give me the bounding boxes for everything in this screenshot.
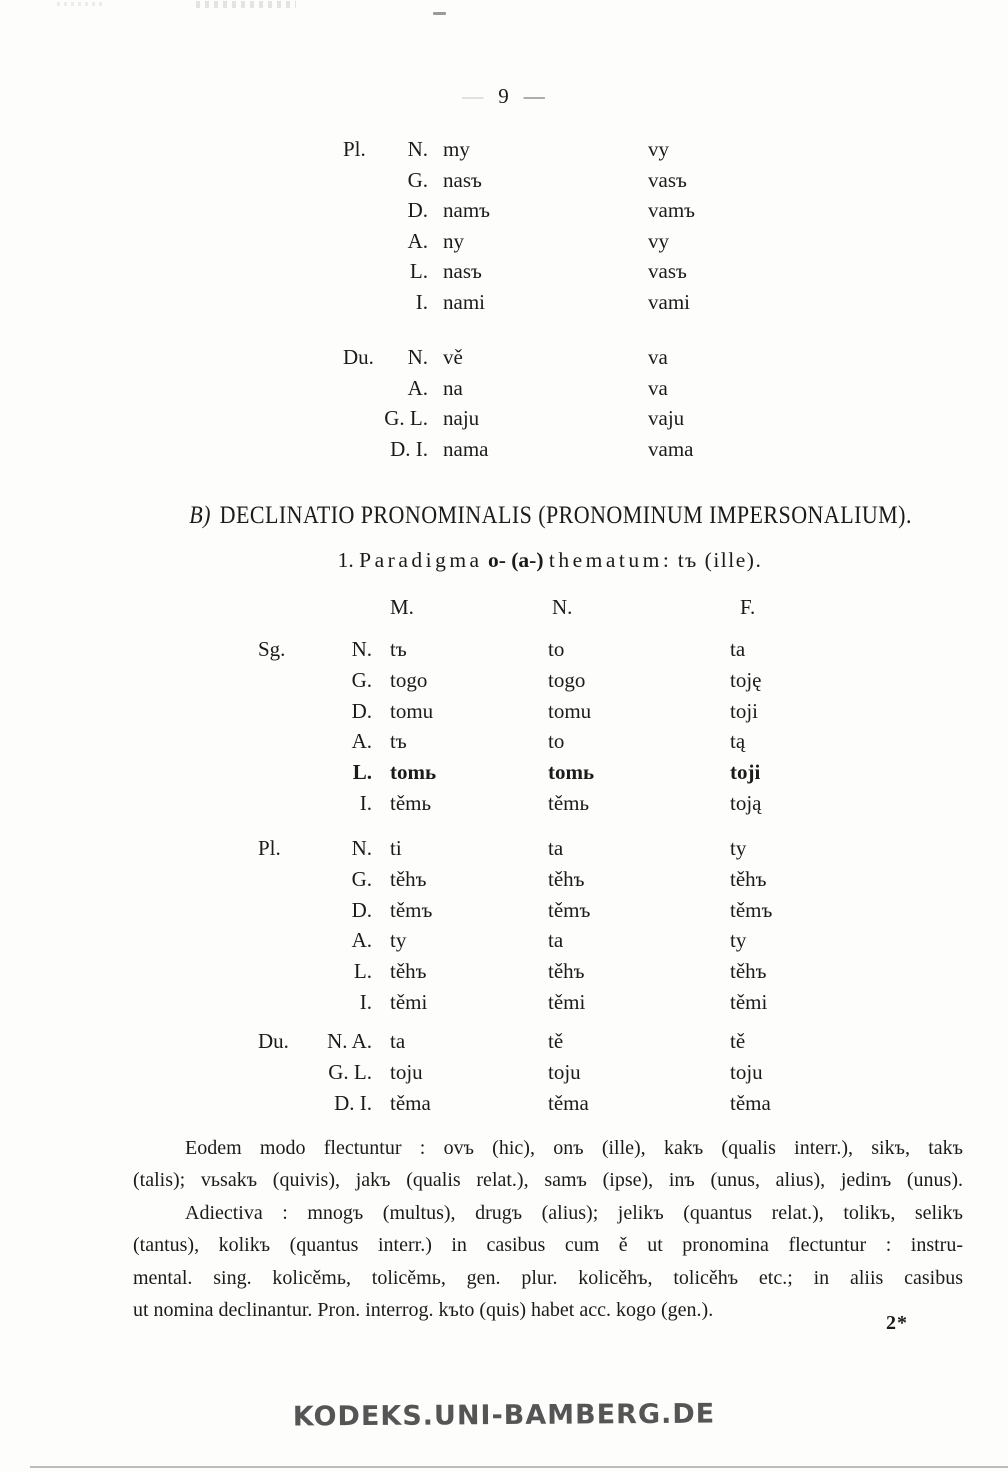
table-row [343,165,695,196]
table-row [343,226,695,257]
case-label: I. [359,989,372,1014]
table-row [258,1057,771,1088]
paragraph-line: mental. sing. kolicěmь, tolicěmь, gen. plur. kolicěhъ, tolicěhъ etc.; in aliis casibus [133,1266,963,1289]
form-2nd-person: va [648,375,668,400]
form-masculine: toju [390,1059,423,1084]
table-row [258,757,762,788]
scan-edge-line [30,1466,1008,1468]
pronoun-table-plural [343,134,695,317]
table-row [258,925,772,956]
form-masculine: tomь [390,760,437,785]
form-neuter: ta [548,928,564,953]
form-neuter: tomu [548,698,592,723]
paradigm-word: Paradigma [359,548,483,572]
form-neuter: těhъ [548,959,585,984]
paragraph-line: (tantus), kolikъ (quantus interr.) in casibus cum ě ut pronomina flectuntur : instru- [133,1234,963,1257]
table-row [343,342,693,373]
scan-speckle [196,1,296,8]
form-neuter: to [548,637,565,661]
table-row [258,956,772,987]
form-masculine: ti [390,836,402,860]
form-neuter: těma [548,1090,589,1115]
form-masculine: těma [390,1090,431,1115]
form-masculine: těmь [390,790,432,815]
form-1st-person: nasъ [443,167,482,192]
column-feminine: F. [740,595,756,619]
page-header [0,84,1008,109]
table-row [343,373,693,404]
form-masculine: tъ [390,729,407,754]
form-2nd-person: vamъ [648,198,696,222]
form-1st-person: ny [443,228,464,253]
case-label: G. L. [328,1059,372,1084]
form-masculine: těhъ [390,959,427,984]
form-masculine: těmъ [390,897,433,922]
case-label: N. [351,637,372,661]
case-label: D. I. [334,1090,372,1115]
section-heading [189,502,911,530]
section-letter: B) [189,502,211,529]
table-row [343,403,693,434]
page-number-dash: — [462,84,485,108]
case-label: D. [407,198,428,222]
paragraph-line: Eodem modo flectuntur : ovъ (hic), onъ (ille), kakъ (qualis interr.), sikъ, takъ [185,1137,963,1159]
table-row [343,256,695,287]
form-2nd-person: va [648,345,668,369]
case-label: L. [353,959,372,984]
table-row [258,987,772,1018]
paradigm-word: thematum: [548,548,673,572]
scan-speckle [57,2,105,6]
form-feminine: ty [730,928,747,953]
form-neuter: těmь [548,790,590,815]
form-1st-person: nama [443,436,489,461]
table-row [258,665,762,696]
table-row [343,287,695,318]
form-feminine: ta [730,637,746,661]
column-masculine: M. [390,595,414,619]
case-label: N. [407,345,428,369]
form-feminine: tě [730,1029,746,1053]
form-masculine: togo [390,667,428,692]
form-masculine: těmi [390,989,428,1014]
form-1st-person: vě [443,345,463,369]
case-label: A. [351,928,372,953]
form-feminine: toją [730,790,762,815]
form-feminine: toju [730,1059,763,1084]
form-masculine: ty [390,928,407,953]
form-neuter: to [548,729,565,754]
body-text [133,1132,963,1326]
table-row [258,1088,771,1119]
table-row [258,864,772,895]
paradigm-table-dual [258,1026,771,1118]
form-feminine: těmi [730,989,768,1014]
gender-header-row [372,592,755,623]
case-label: G. [351,667,372,692]
form-feminine: toję [730,667,762,692]
case-label: I. [415,289,428,314]
table-row [258,1026,771,1057]
form-1st-person: naju [443,406,480,430]
form-masculine: tъ [390,637,407,661]
form-neuter: těmъ [548,897,591,922]
pronoun-table-dual [343,342,693,464]
library-watermark-stamp: KODEKS.UNI-BAMBERG.DE [292,1398,716,1433]
table-row [343,134,695,165]
form-neuter: tě [548,1029,564,1053]
paradigm-thematic-vowels: o- (a-) [487,548,544,572]
paragraph-line: (talis); vьsakъ (quivis), jakъ (qualis relat.), samъ (ipse), inъ (unus, alius), jedinъ (unus). [133,1169,963,1192]
number-label: Pl. [258,836,281,860]
table-row [258,726,762,757]
form-2nd-person: vasъ [648,167,687,192]
case-label: D. I. [390,436,428,461]
form-feminine: tą [730,729,746,754]
table-row [258,634,762,665]
form-feminine: ty [730,836,747,860]
paragraph-line: ut nomina declinantur. Pron. interrog. kъto (quis) habet acc. kogo (gen.). [133,1298,714,1321]
form-1st-person: nami [443,289,485,314]
form-2nd-person: vy [648,228,669,253]
form-neuter: ta [548,836,564,860]
case-label: A. [407,375,428,400]
section-title: DECLINATIO PRONOMINALIS (PRONOMINUM IMPERSONALIUM). [219,502,912,529]
case-label: G. [351,866,372,891]
form-1st-person: my [443,137,470,161]
form-2nd-person: vaju [648,406,685,430]
paradigm-table-singular [258,634,762,819]
case-label: A. [407,228,428,253]
form-feminine: toji [730,698,759,723]
case-label: G. [407,167,428,192]
form-2nd-person: vama [648,436,694,461]
form-1st-person: nasъ [443,259,482,283]
paradigm-number: 1. [337,548,354,572]
column-neuter: N. [552,595,573,619]
case-label: N. A. [327,1029,372,1053]
form-2nd-person: vasъ [648,259,687,283]
paradigm-example: tъ (ille). [677,548,763,572]
table-row [343,434,693,465]
case-label: L. [352,760,372,785]
page-number: 9 [498,84,510,108]
form-neuter: toju [548,1059,581,1084]
scan-smudge [433,12,446,15]
form-1st-person: na [443,375,463,400]
number-label: Du. [258,1029,289,1053]
paradigm-subheading [140,548,960,573]
paradigm-table-plural [258,833,772,1018]
table-row [258,833,772,864]
form-masculine: ta [390,1029,406,1053]
form-feminine: toji [730,760,761,785]
page-number-dash: — [523,84,546,108]
case-label: D. [351,698,372,723]
form-neuter: těhъ [548,866,585,891]
form-masculine: těhъ [390,866,427,891]
table-row [258,895,772,926]
table-row [343,195,695,226]
case-label: N. [351,836,372,860]
form-1st-person: namъ [443,198,491,222]
case-label: L. [409,259,428,283]
case-label: A. [351,729,372,754]
form-2nd-person: vami [648,289,690,314]
case-label: G. L. [384,406,428,430]
number-label: Du. [343,345,374,369]
form-masculine: tomu [390,698,434,723]
form-feminine: těma [730,1090,771,1115]
form-neuter: tomь [548,760,595,785]
form-feminine: těhъ [730,959,767,984]
form-neuter: togo [548,667,586,692]
form-neuter: těmi [548,989,586,1014]
table-row [258,696,762,727]
case-label: N. [407,137,428,161]
form-feminine: těmъ [730,897,773,922]
signature-mark: 2* [886,1312,908,1334]
case-label: I. [359,790,372,815]
paragraph-line: Adiectiva : mnogъ (multus), drugъ (alius); jelikъ (quantus relat.), tolikъ, selikъ [185,1201,963,1224]
number-label: Pl. [343,137,366,161]
case-label: D. [351,897,372,922]
form-2nd-person: vy [648,137,669,161]
form-feminine: těhъ [730,866,767,891]
number-label: Sg. [258,637,286,661]
table-row [258,788,762,819]
